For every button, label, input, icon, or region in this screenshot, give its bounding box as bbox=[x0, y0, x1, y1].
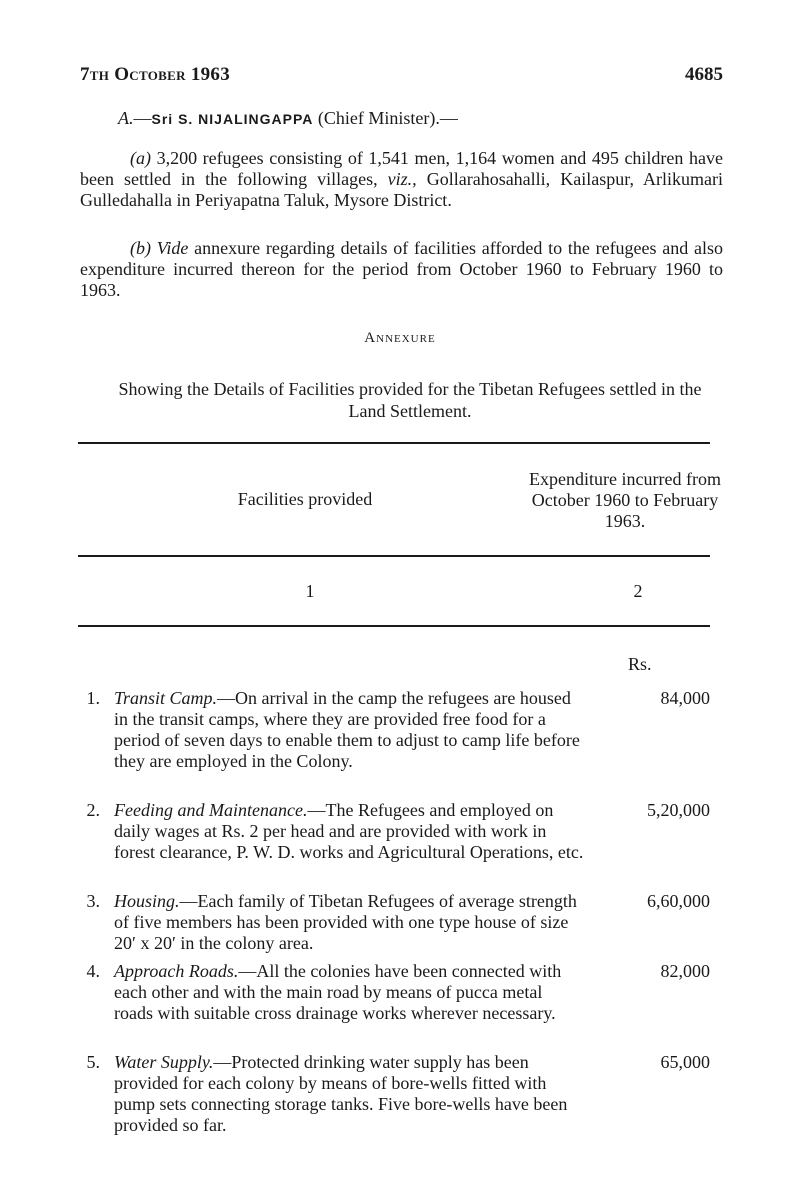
row-description bbox=[114, 800, 584, 863]
row-number: 3. bbox=[86, 891, 100, 911]
table-header-rule bbox=[78, 555, 710, 557]
row-number: 5. bbox=[86, 1052, 100, 1072]
paragraph-b bbox=[80, 238, 723, 301]
speaker-role: (Chief Minister).— bbox=[317, 108, 458, 128]
currency-unit: Rs. bbox=[628, 654, 652, 674]
row-description bbox=[114, 961, 584, 1024]
row-number: 1. bbox=[86, 688, 100, 708]
column-number-1: 1 bbox=[305, 581, 315, 601]
paragraph-a-text-1: 3,200 refugees consisting of 1,541 men, 1,164 women and 495 children have been settled in the following villages, bbox=[80, 148, 723, 189]
row-number: 4. bbox=[86, 961, 100, 981]
row-title: Feeding and Maintenance. bbox=[114, 800, 308, 820]
row-description bbox=[114, 1052, 584, 1136]
row-description bbox=[114, 688, 584, 772]
row-text: —Protected drinking water supply has been provided for each colony by means of bore-wells fitted with pump sets connecting storage tanks. Five bore-wells have been provided so far. bbox=[114, 1052, 568, 1135]
row-text: —Each family of Tibetan Refugees of average strength of five members has been provided with one type house of size 20′ x 20′ in the colony area. bbox=[114, 891, 577, 953]
column-header-expenditure: Expenditure incurred from October 1960 to February 1963. bbox=[529, 469, 721, 531]
paragraph-a-marker: (a) bbox=[130, 148, 151, 168]
speaker-name: Sri S. NIJALINGAPPA bbox=[151, 111, 314, 127]
paragraph-b-marker: (b) bbox=[130, 238, 151, 258]
paragraph-a-text-2: Gollarahosahalli, Kailaspur, Arlikumari Gulledahalla in Periyapatna Taluk, Mysore District. bbox=[80, 169, 723, 210]
row-text: —All the colonies have been connected with each other and with the main road by means of pucca metal roads with suitable cross drainage works wherever necessary. bbox=[114, 961, 562, 1023]
row-amount: 82,000 bbox=[660, 961, 710, 981]
header-date: 7th October 1963 bbox=[80, 64, 231, 85]
row-text: —The Refugees and employed on daily wages at Rs. 2 per head and are provided with work in forest clearance, P. W. D. works and Agricultural Operations, etc. bbox=[114, 800, 584, 862]
row-amount: 65,000 bbox=[660, 1052, 710, 1072]
table-numbering-rule bbox=[78, 625, 710, 627]
row-title: Transit Camp. bbox=[114, 688, 218, 708]
page-number: 4685 bbox=[685, 64, 723, 85]
answer-heading: A.—Sri S. NIJALINGAPPA (Chief Minister).— bbox=[118, 108, 458, 128]
row-description bbox=[114, 891, 584, 954]
answer-label: A. bbox=[118, 108, 134, 128]
page-header bbox=[80, 64, 723, 86]
row-amount: 5,20,000 bbox=[647, 800, 710, 820]
table-top-rule bbox=[78, 442, 710, 444]
row-title: Approach Roads. bbox=[114, 961, 239, 981]
row-title: Water Supply. bbox=[114, 1052, 214, 1072]
paragraph-b-text: annexure regarding details of facilities afforded to the refugees and also expenditure incurred thereon for the period from October 1960 to February 1960 to 1963. bbox=[80, 238, 724, 300]
row-text: —On arrival in the camp the refugees are housed in the transit camps, where they are provided free food for a period of seven days to enable them to adjust to camp life before they are employed in the Colony. bbox=[114, 688, 580, 771]
column-header-facilities: Facilities provided bbox=[237, 489, 373, 509]
annexure-description: Showing the Details of Facilities provided for the Tibetan Refugees settled in the Land Settlement. bbox=[118, 379, 702, 421]
paragraph-a-viz: viz., bbox=[387, 169, 417, 189]
paragraph-b-vide: Vide bbox=[156, 238, 189, 258]
column-number-2: 2 bbox=[633, 581, 643, 601]
row-amount: 6,60,000 bbox=[647, 891, 710, 911]
paragraph-a bbox=[80, 148, 723, 211]
row-title: Housing. bbox=[114, 891, 180, 911]
row-number: 2. bbox=[86, 800, 100, 820]
annexure-title: Annexure bbox=[364, 330, 436, 346]
row-amount: 84,000 bbox=[660, 688, 710, 708]
